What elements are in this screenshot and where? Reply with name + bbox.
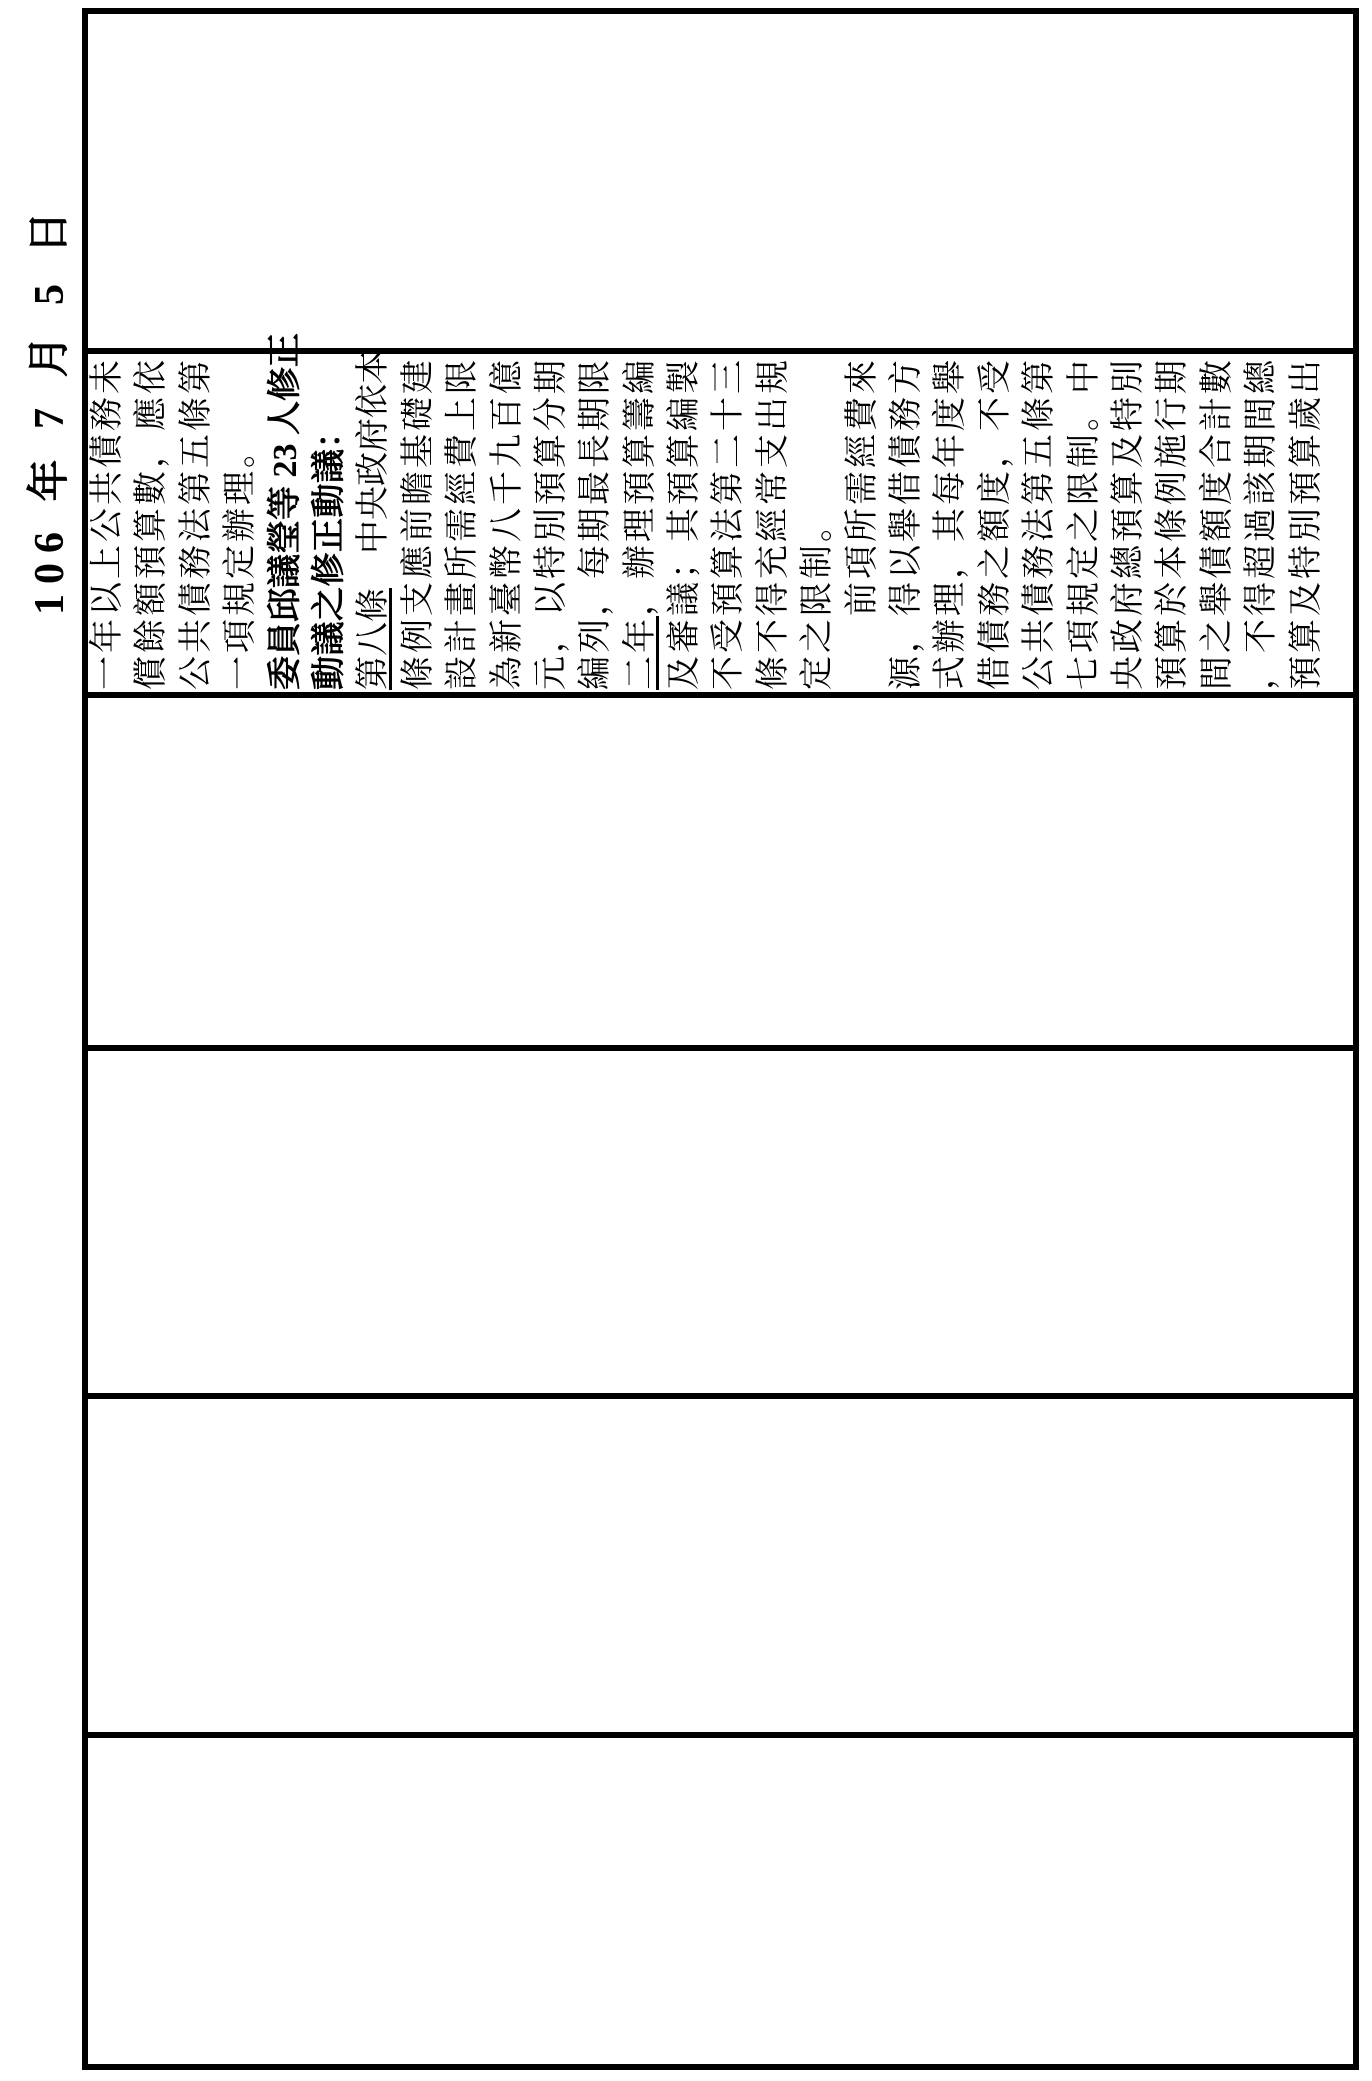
text-line — [1285, 350, 1329, 690]
text-segment: 七項規定之限制。中 — [1065, 357, 1103, 690]
text-segment: ，不得超過該期間總 — [1243, 357, 1281, 690]
text-line — [752, 350, 796, 690]
text-segment: 源，得以舉借債務方 — [888, 357, 926, 690]
text-line — [663, 350, 707, 690]
text-block — [86, 333, 1329, 690]
text-line — [885, 350, 929, 690]
text-segment: 預算於本條例施行期 — [1154, 357, 1192, 690]
text-segment: 為新臺幣八千九百億 — [488, 357, 526, 690]
text-segment: 條不得充經常支出規 — [754, 357, 792, 690]
text-line — [264, 333, 308, 690]
text-line — [352, 350, 396, 690]
text-segment: 一項規定辦理。 — [222, 431, 260, 690]
page-date: 106 年 7 月 5 日 — [27, 201, 73, 615]
table-column-divider — [88, 692, 1353, 698]
text-segment: 間之舉債額度合計數 — [1198, 357, 1236, 690]
text-line — [574, 350, 618, 690]
text-line — [929, 350, 973, 690]
text-line — [219, 350, 263, 690]
text-line — [441, 350, 485, 690]
text-line — [1018, 350, 1062, 690]
text-line — [1063, 350, 1107, 690]
text-segment: 央政府總預算及特別 — [1109, 357, 1147, 690]
text-segment: 設計畫所需經費上限 — [444, 357, 482, 690]
text-line — [486, 350, 530, 690]
text-line — [707, 350, 751, 690]
text-line — [1240, 350, 1284, 690]
text-segment: 借債務之額度，不受 — [976, 357, 1014, 690]
text-line — [530, 350, 574, 690]
text-segment: 前項所需經費來 — [843, 357, 881, 690]
table-column-divider — [88, 1045, 1353, 1051]
table-border-box — [82, 8, 1359, 2070]
text-line — [841, 350, 885, 690]
text-segment: 定之限制。 — [799, 505, 837, 690]
text-segment: 償餘額預算數，應依 — [133, 357, 171, 690]
text-segment: 動議之修正動議： — [310, 414, 348, 690]
text-line — [1196, 350, 1240, 690]
table-column-divider — [88, 1732, 1353, 1738]
text-segment: 委員邱議瑩等 23 人修正 — [266, 333, 304, 690]
text-segment: 條例支應前瞻基礎建 — [399, 357, 437, 690]
text-line — [175, 350, 219, 690]
text-segment: 元，以特別預算分期 — [532, 357, 570, 690]
text-segment: 公共債務法第五條第 — [177, 357, 215, 690]
underlined-text-segment: 第八條 — [355, 588, 393, 690]
text-segment: 中央政府依本 — [355, 350, 393, 588]
text-line — [130, 350, 174, 690]
text-line — [619, 350, 663, 690]
text-segment: 公共債務法第五條第 — [1021, 357, 1059, 690]
text-line — [796, 350, 840, 690]
text-segment: 式辦理，其每年度舉 — [932, 357, 970, 690]
text-segment: 不受預算法第二十三 — [710, 357, 748, 690]
text-segment: ，辦理預算籌編 — [621, 357, 659, 616]
table-column-divider — [88, 1393, 1353, 1399]
text-segment: 及審議；其預算編製 — [666, 357, 704, 690]
text-segment: 預算及特別預算歲出 — [1287, 357, 1325, 690]
text-line — [1151, 350, 1195, 690]
text-segment: 編列，每期最長期限 — [577, 357, 615, 690]
text-line — [86, 350, 130, 690]
text-line — [1107, 350, 1151, 690]
underlined-text-segment: 二年 — [621, 616, 659, 690]
text-line — [974, 350, 1018, 690]
text-line — [308, 350, 352, 690]
text-line — [397, 350, 441, 690]
text-segment: 一年以上公共債務未 — [89, 357, 126, 690]
